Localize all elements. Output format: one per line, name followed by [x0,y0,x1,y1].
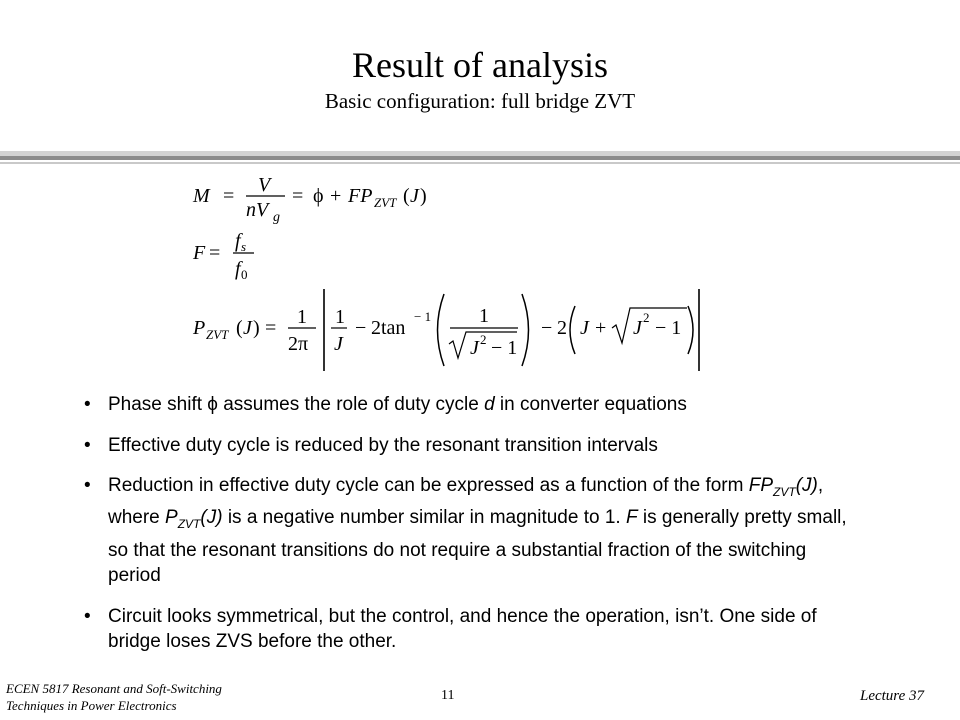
svg-text:+: + [595,317,607,339]
svg-text:FP: FP [348,185,373,207]
slide-title: Result of analysis [352,45,608,85]
svg-text:nV: nV [246,199,269,221]
svg-text:J: J [410,185,419,207]
svg-text:−: − [541,317,553,339]
svg-text:=: = [223,185,235,207]
svg-text:2tan: 2tan [371,317,406,339]
svg-text:J: J [633,317,642,339]
equation-m [192,174,427,225]
bullet-dot: • [84,475,91,496]
svg-text:J: J [334,333,343,355]
bullet-dot: • [84,394,91,415]
svg-text:J: J [580,317,589,339]
svg-text:P: P [193,317,206,339]
svg-text:ZVT: ZVT [374,195,397,210]
svg-text:): ) [420,185,427,207]
svg-text:ϕ: ϕ [313,185,324,207]
equation-f [192,230,254,282]
svg-text:0: 0 [241,267,248,282]
svg-text:−: − [355,317,367,339]
svg-text:+: + [330,185,342,207]
header-rule-dark [0,156,960,160]
svg-text:− 1: − 1 [655,317,682,339]
svg-text:2: 2 [557,317,567,339]
svg-text:1: 1 [335,306,345,328]
svg-text:s: s [241,239,247,254]
svg-text:g: g [273,210,280,225]
svg-text:2: 2 [643,310,650,325]
svg-text:M: M [193,185,210,207]
bullet-dot: • [84,605,91,627]
svg-text:(: ( [236,317,243,339]
svg-text:1: 1 [479,305,489,327]
svg-text:F: F [193,242,206,264]
slide-subtitle: Basic configuration: full bridge ZVT [324,89,636,113]
svg-text:V: V [258,174,271,196]
header-rule-thin [0,162,960,164]
bullet-phase-shift: • Phase shift ϕ assumes the role of duty cycle d in converter equations [84,392,864,418]
svg-text:2: 2 [480,332,487,347]
equations-block [185,168,745,378]
svg-text:=: = [209,242,221,264]
footer-course-line1: ECEN 5817 Resonant and Soft-Switching [6,681,222,696]
svg-text:(: ( [403,185,410,207]
svg-text:f: f [235,230,241,252]
bullet-effective-duty: • Effective duty cycle is reduced by the resonant transition intervals [84,433,864,459]
svg-text:J: J [243,317,252,339]
svg-text:J: J [470,337,479,359]
svg-text:): ) [253,317,260,339]
svg-text:=: = [292,185,304,207]
svg-text:ZVT: ZVT [206,327,229,342]
svg-text:=: = [265,317,277,339]
bullet-reduction: • Reduction in effective duty cycle can be expressed as a function of the form $FP_{ZVT}(J)$, where $P_{ZVT}(J)$ is a negative number similar in magnitude to 1. F is generally pretty small, so that the resonant transitions do not require a substantial fraction of the switching period [84,475,847,587]
footer-course [6,680,222,714]
svg-text:− 1: − 1 [414,309,432,324]
footer-course-line2: Techniques in Power Electronics [6,698,177,713]
page-number: 11 [441,688,455,703]
equation-pzvt [192,289,699,371]
bullet-list [84,392,864,670]
bullet-dot: • [84,434,91,456]
lecture-label: Lecture 37 [859,688,924,704]
svg-text:− 1: − 1 [491,337,518,359]
svg-text:2π: 2π [288,333,309,355]
svg-text:f: f [235,258,241,280]
bullet-circuit-symmetry: • Circuit looks symmetrical, but the control, and hence the operation, isn’t. One side of bridge loses ZVS before the other. [84,605,817,653]
svg-text:1: 1 [297,306,307,328]
